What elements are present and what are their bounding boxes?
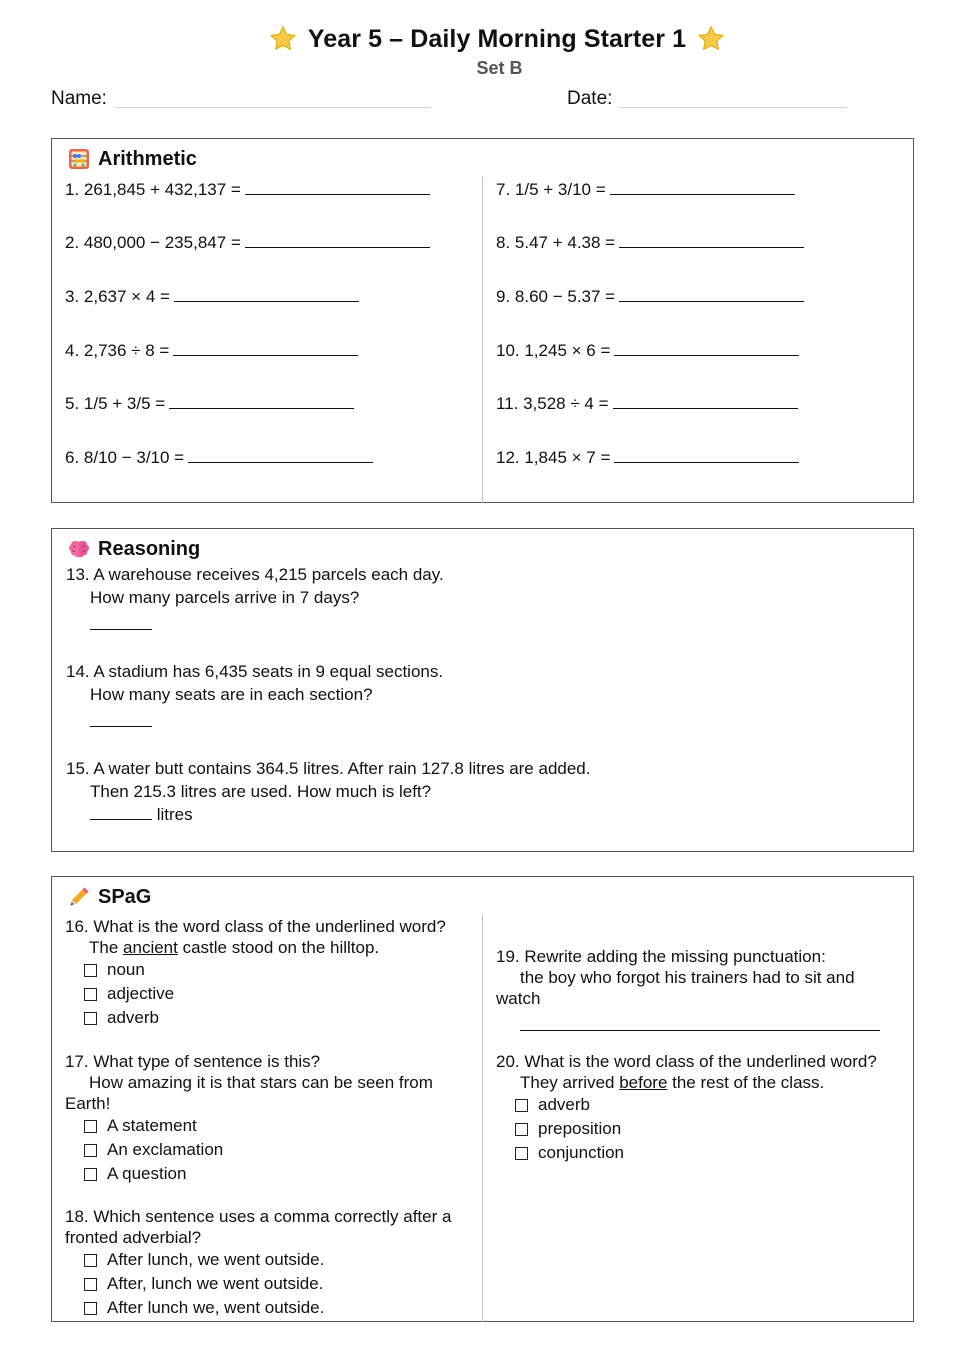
question-19: 19. Rewrite adding the missing punctuation: the boy who forgot his trainers had to sit and watch (496, 946, 880, 1031)
checkbox[interactable] (84, 1120, 97, 1133)
checkbox[interactable] (515, 1099, 528, 1112)
option-checkbox[interactable]: A question (65, 1162, 433, 1186)
worksheet-header (0, 24, 954, 79)
spag-section (51, 876, 914, 1322)
question-13: 13. A warehouse receives 4,215 parcels each day. How many parcels arrive in 7 days? (66, 563, 444, 636)
title-row (0, 24, 954, 54)
question-10: 10. 1,245 × 6 = (496, 341, 799, 361)
answer-blank[interactable] (613, 395, 798, 409)
option-checkbox[interactable]: An exclamation (65, 1138, 433, 1162)
option-checkbox[interactable]: After lunch we, went outside. (65, 1296, 451, 1320)
option-checkbox[interactable]: conjunction (496, 1141, 877, 1165)
option-checkbox[interactable]: A statement (65, 1114, 433, 1138)
underlined-word: before (619, 1073, 668, 1092)
question-17: 17. What type of sentence is this? How amazing it is that stars can be seen from Earth! A statement An exclamation A question (65, 1051, 433, 1186)
checkbox[interactable] (84, 964, 97, 977)
answer-blank[interactable] (614, 449, 799, 463)
checkbox[interactable] (84, 1302, 97, 1315)
question-1: 1. 261,845 + 432,137 = (65, 180, 430, 200)
answer-blank[interactable] (169, 395, 354, 409)
answer-blank[interactable] (614, 342, 799, 356)
option-checkbox[interactable]: noun (65, 958, 446, 982)
checkbox[interactable] (515, 1123, 528, 1136)
checkbox[interactable] (84, 988, 97, 1001)
spag-title: SPaG (98, 885, 152, 908)
column-divider (482, 177, 483, 503)
arithmetic-section (51, 138, 914, 503)
question-15: 15. A water butt contains 364.5 litres. After rain 127.8 litres are added. Then 215.3 litres are used. How much is left? litres (66, 759, 591, 824)
brain-icon (67, 537, 91, 561)
star-icon (696, 24, 726, 54)
date-label: Date: (567, 88, 613, 109)
question-18: 18. Which sentence uses a comma correctly after a fronted adverbial? After lunch, we went outside. After, lunch we went outside. After lunch we, went outside. (65, 1206, 451, 1320)
question-6: 6. 8/10 − 3/10 = (65, 448, 373, 468)
reasoning-section (51, 528, 914, 852)
answer-line[interactable] (520, 1021, 880, 1031)
checkbox[interactable] (84, 1144, 97, 1157)
question-7: 7. 1/5 + 3/10 = (496, 180, 795, 200)
question-2: 2. 480,000 − 235,847 = (65, 233, 430, 253)
question-11: 11. 3,528 ÷ 4 = (496, 394, 798, 414)
checkbox[interactable] (84, 1254, 97, 1267)
page-subtitle: Set B (476, 58, 523, 78)
section-title (67, 885, 151, 909)
checkbox[interactable] (84, 1012, 97, 1025)
question-12: 12. 1,845 × 7 = (496, 448, 799, 468)
question-14: 14. A stadium has 6,435 seats in 9 equal sections. How many seats are in each section? (66, 660, 443, 733)
question-4: 4. 2,736 ÷ 8 = (65, 341, 358, 361)
unit-label: litres (156, 805, 193, 824)
pencil-icon (67, 885, 91, 909)
name-field[interactable] (117, 107, 431, 108)
question-20: 20. What is the word class of the underlined word? They arrived before the rest of the class. adverb preposition conjunction (496, 1051, 877, 1165)
option-checkbox[interactable]: preposition (496, 1117, 877, 1141)
answer-blank[interactable] (188, 449, 373, 463)
option-checkbox[interactable]: adjective (65, 982, 446, 1006)
abacus-icon (67, 147, 91, 171)
answer-blank[interactable] (174, 288, 359, 302)
question-3: 3. 2,637 × 4 = (65, 287, 359, 307)
checkbox[interactable] (84, 1168, 97, 1181)
checkbox[interactable] (84, 1278, 97, 1291)
date-field[interactable] (621, 107, 847, 108)
question-8: 8. 5.47 + 4.38 = (496, 233, 804, 253)
option-checkbox[interactable]: After, lunch we went outside. (65, 1272, 451, 1296)
reasoning-title: Reasoning (98, 537, 201, 560)
arithmetic-title: Arithmetic (98, 147, 197, 170)
question-9: 9. 8.60 − 5.37 = (496, 287, 804, 307)
answer-blank[interactable] (245, 181, 430, 195)
answer-blank[interactable] (90, 618, 152, 630)
option-checkbox[interactable]: adverb (65, 1006, 446, 1030)
underlined-word: ancient (123, 938, 178, 957)
answer-blank[interactable] (245, 234, 430, 248)
column-divider (482, 915, 483, 1322)
page-title: Year 5 – Daily Morning Starter 1 (307, 24, 687, 53)
question-16: 16. What is the word class of the underlined word? The ancient castle stood on the hilltop. noun adjective adverb (65, 916, 446, 1030)
answer-blank[interactable] (90, 808, 152, 820)
section-title (67, 147, 197, 171)
answer-blank[interactable] (610, 181, 795, 195)
answer-blank[interactable] (90, 715, 152, 727)
question-5: 5. 1/5 + 3/5 = (65, 394, 354, 414)
name-label: Name: (51, 88, 107, 109)
answer-blank[interactable] (619, 288, 804, 302)
option-checkbox[interactable]: adverb (496, 1093, 877, 1117)
checkbox[interactable] (515, 1147, 528, 1160)
section-title (67, 537, 200, 561)
option-checkbox[interactable]: After lunch, we went outside. (65, 1248, 451, 1272)
star-icon (268, 24, 298, 54)
answer-blank[interactable] (173, 342, 358, 356)
answer-blank[interactable] (619, 234, 804, 248)
